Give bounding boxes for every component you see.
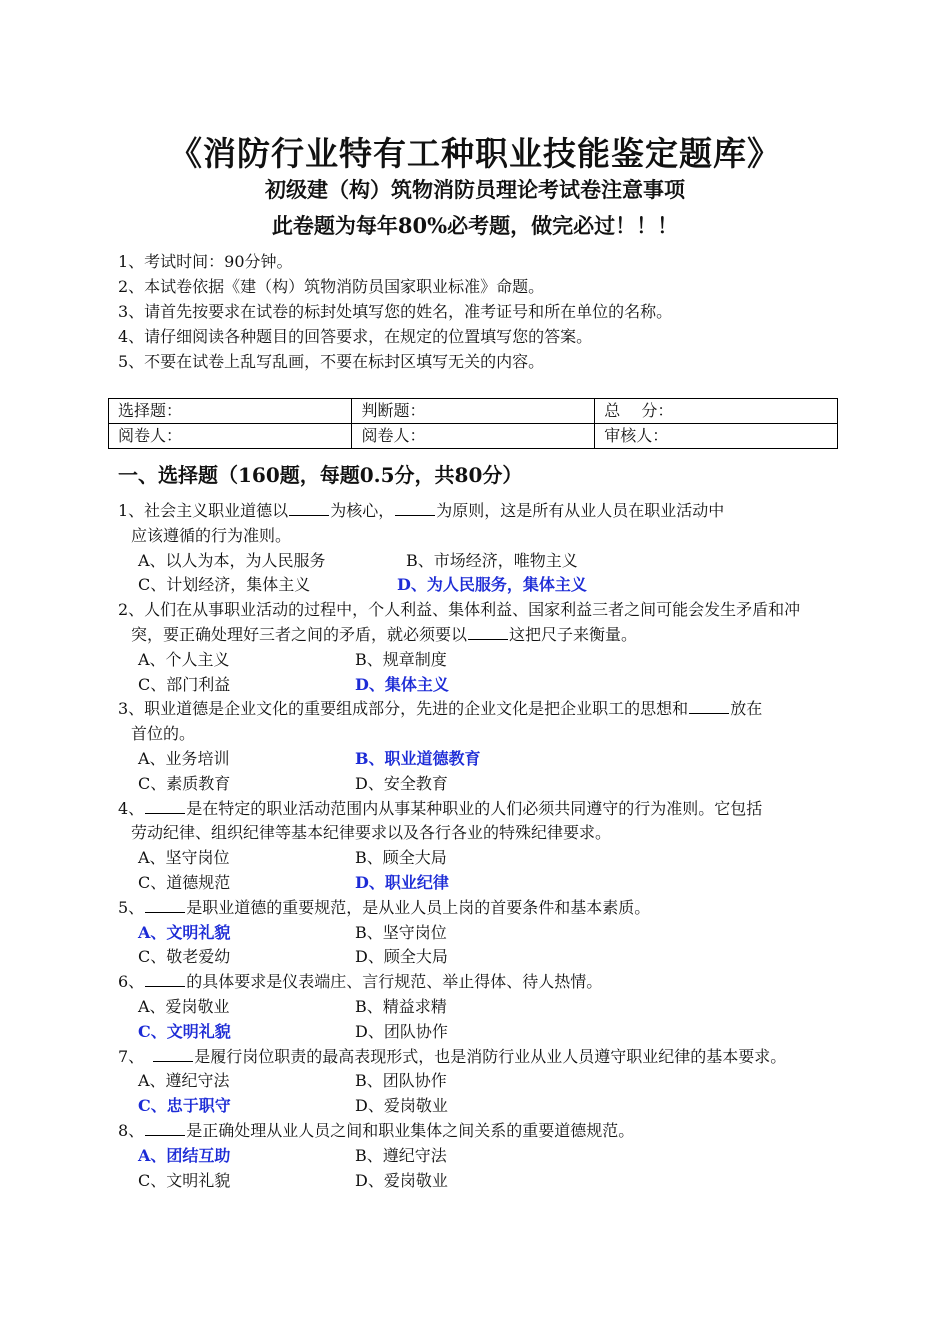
answer-option: D、安全教育 [355,773,448,793]
answer-blank [145,797,185,814]
question-item [118,970,858,1044]
option-row [118,648,858,673]
score-cell-judgement: 判断题： [352,399,595,424]
question-text: 是职业道德的重要规范，是从业人员上岗的首要条件和基本素质。 [186,897,651,917]
answer-option: A、以人为本，为人民服务 [138,550,326,570]
option-row [118,747,858,772]
question-stem-continued [118,623,858,648]
option-row [118,945,858,970]
score-cell-total: 总 分： [595,399,838,424]
answer-option: B、规章制度 [355,649,447,669]
correct-option: C、文明礼貌 [138,1021,231,1041]
question-text: 5、 [118,897,145,917]
option-row [118,921,858,946]
instruction-item: 3、请首先按要求在试卷的标封处填写您的姓名，准考证号和所在单位的名称。 [118,302,673,321]
option-row [118,995,858,1020]
instruction-item: 5、不要在试卷上乱写乱画，不要在标封区填写无关的内容。 [118,352,545,371]
option-row [118,1144,858,1169]
answer-option: C、素质教育 [138,773,231,793]
option-row [118,871,858,896]
correct-option: C、忠于职守 [138,1096,231,1116]
option-row [118,1169,858,1194]
answer-option: A、遵纪守法 [138,1071,230,1091]
question-item [118,1045,858,1119]
answer-option: B、市场经济，唯物主义 [406,550,578,570]
question-text: 6、 [118,972,145,992]
option-row [118,1094,858,1119]
question-text: 的具体要求是仪表端庄、言行规范、举止得体、待人热情。 [186,972,603,992]
question-text: 放在 [730,699,763,719]
option-row [118,1020,858,1045]
score-cell-choice: 选择题： [109,399,352,424]
correct-option: B、职业道德教育 [355,748,481,768]
question-item [118,697,858,796]
question-text: 这把尺子来衡量。 [509,624,638,644]
answer-option: C、文明礼貌 [138,1170,231,1190]
question-stem [118,797,858,822]
question-stem [118,499,858,524]
answer-option: C、部门利益 [138,674,231,694]
question-text: 8、 [118,1120,145,1140]
question-text: 是在特定的职业活动范围内从事某种职业的人们必须共同遵守的行为准则。它包括 [186,798,763,818]
grader-cell: 阅卷人： [352,424,595,449]
answer-blank [689,697,729,714]
question-text: 劳动纪律、组织纪律等基本纪律要求以及各行各业的特殊纪律要求。 [131,823,612,843]
question-text: 是履行岗位职责的最高表现形式，也是消防行业从业人员遵守职业纪律的基本要求。 [194,1046,787,1066]
answer-option: A、业务培训 [138,748,230,768]
question-text: 3、职业道德是企业文化的重要组成部分，先进的企业文化是把企业职工的思想和 [118,699,689,719]
question-text: 首位的。 [131,724,196,744]
grader-cell: 阅卷人： [109,424,352,449]
answer-option: A、爱岗敬业 [138,996,230,1016]
instructions-list [118,249,878,374]
question-text: 为原则，这是所有从业人员在职业活动中 [436,501,725,520]
answer-blank [468,623,508,640]
question-item [118,896,858,970]
document-slogan: 此卷题为每年80%必考题，做完必过！！！ [271,213,679,238]
question-stem [118,598,858,623]
question-text: 2、人们在从事职业活动的过程中，个人利益、集体利益、国家利益三者之间可能会发生矛盾和冲 [118,600,801,620]
question-stem-continued [118,821,858,846]
question-item [118,797,858,896]
answer-option: B、顾全大局 [355,848,447,868]
option-row [118,1069,858,1094]
answer-option: B、遵纪守法 [355,1145,447,1165]
answer-option: D、团队协作 [355,1021,448,1041]
correct-option: D、为人民服务，集体主义 [397,575,587,595]
option-row [118,846,858,871]
section-title: 一、选择题（160题，每题0.5分，共80分） [118,463,523,487]
question-text: 4、 [118,798,145,818]
option-row [118,772,858,797]
correct-option: D、职业纪律 [355,872,449,892]
answer-option: B、团队协作 [355,1071,447,1091]
question-text: 7、 [118,1046,153,1066]
question-stem [118,697,858,722]
correct-option: A、文明礼貌 [138,922,231,942]
question-stem-continued [118,524,858,549]
answer-option: A、坚守岗位 [138,848,230,868]
option-row [118,549,858,574]
answer-option: D、爱岗敬业 [355,1096,448,1116]
question-text: 1、社会主义职业道德以 [118,501,289,520]
answer-option: D、爱岗敬业 [355,1170,448,1190]
answer-option: C、计划经济，集体主义 [138,575,311,595]
document-subtitle: 初级建（构）筑物消防员理论考试卷注意事项 [265,177,685,202]
answer-option: A、个人主义 [138,649,230,669]
answer-blank [395,499,435,516]
document-title: 《消防行业特有工种职业技能鉴定题库》 [169,134,781,173]
instruction-item: 4、请仔细阅读各种题目的回答要求，在规定的位置填写您的答案。 [118,327,593,346]
question-stem [118,970,858,995]
correct-option: A、团结互助 [138,1145,231,1165]
question-item [118,1119,858,1193]
question-item [118,499,858,598]
question-item [118,598,858,697]
question-stem [118,1045,858,1070]
instruction-item: 2、本试卷依据《建（构）筑物消防员国家职业标准》命题。 [118,277,545,296]
answer-blank [145,970,185,987]
answer-option: C、敬老爱幼 [138,947,231,967]
answer-blank [289,499,329,516]
instruction-item: 1、考试时间：90分钟。 [118,252,293,271]
question-text: 是正确处理从业人员之间和职业集体之间关系的重要道德规范。 [186,1120,635,1140]
score-table-row [109,399,838,424]
question-list [118,499,858,1193]
reviewer-cell: 审核人： [595,424,838,449]
option-row [118,573,858,598]
question-text: 突，要正确处理好三者之间的矛盾，就必须要以 [131,624,468,644]
correct-option: D、集体主义 [355,674,449,694]
answer-blank [145,1119,185,1136]
answer-blank [145,896,185,913]
question-text: 应该遵循的行为准则。 [131,525,292,545]
question-stem [118,1119,858,1144]
question-stem [118,896,858,921]
option-row [118,673,858,698]
score-table [108,398,838,449]
answer-option: C、道德规范 [138,872,231,892]
score-table-row [109,424,838,449]
answer-option: B、坚守岗位 [355,922,447,942]
answer-option: B、精益求精 [355,996,447,1016]
answer-blank [153,1045,193,1062]
question-stem-continued [118,722,858,747]
answer-option: D、顾全大局 [355,947,448,967]
question-text: 为核心， [330,501,395,520]
